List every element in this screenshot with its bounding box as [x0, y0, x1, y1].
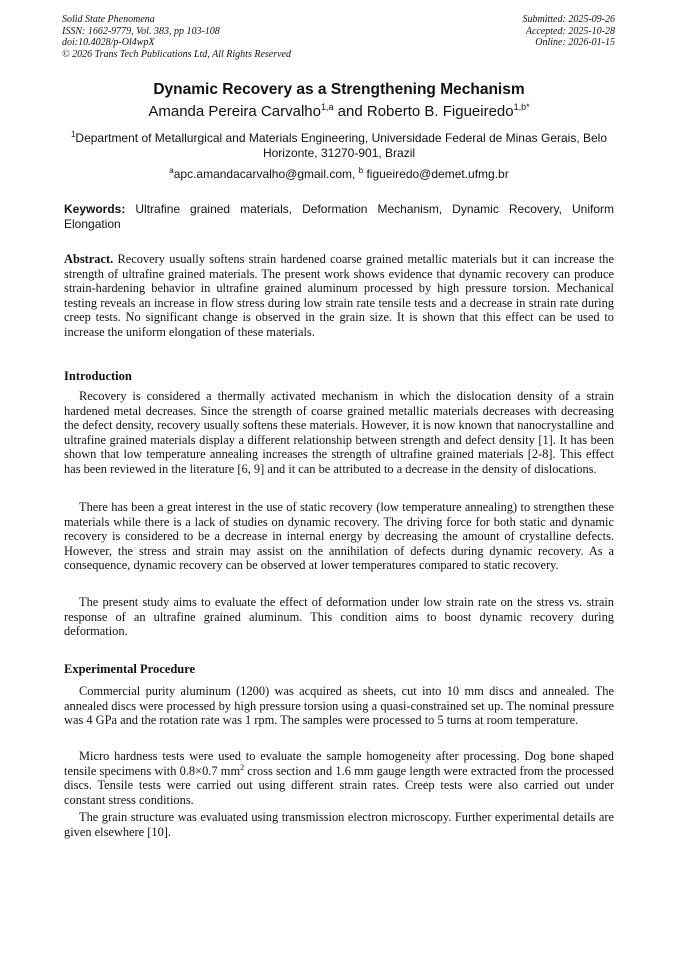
author-name: Roberto B. Figueiredo [366, 103, 514, 120]
author-line [0, 103, 678, 120]
keywords-text: Ultrafine grained materials, Deformation Mechanism, Dynamic Recovery, Uniform Elongation [64, 202, 614, 231]
affiliation [64, 131, 614, 161]
email-mark: b [358, 166, 364, 175]
author-emails [0, 167, 678, 181]
email-link[interactable]: apc.amandacarvalho@gmail.com, [173, 167, 359, 181]
accepted-date: Accepted: 2025-10-28 [525, 25, 615, 37]
abstract-label: Abstract. [64, 252, 114, 266]
submitted-date: Submitted: 2025-09-26 [522, 14, 615, 25]
body-paragraph: The present study aims to evaluate the effect of deformation under low strain rate on the stress vs. strain response of an ultrafine grained aluminum. This condition aims to boost dynamic recovery during deformation. [64, 595, 614, 639]
affiliation-mark: 1 [70, 130, 76, 139]
paragraph-text: Micro hardness tests were used to evaluate the sample homogeneity after processing. Dog bone shaped tensile specimens with 0.8×0.7 mm [64, 749, 614, 778]
paragraph-text: cross section and 1.6 mm gauge length were extracted from the processed discs. Tensile tests were carried out using different strain rates. Creep tests were also carried out under constant stress conditions. [64, 763, 614, 807]
keywords [64, 202, 614, 232]
journal-copyright: © 2026 Trans Tech Publications Ltd, All Rights Reserved [62, 48, 291, 60]
body-paragraph [64, 749, 614, 807]
author-name: Amanda Pereira Carvalho [148, 103, 321, 120]
journal-name: Solid State Phenomena [62, 14, 155, 25]
body-paragraph: Commercial purity aluminum (1200) was acquired as sheets, cut into 10 mm discs and annealed. The annealed discs were processed by high pressure torsion using a quasi-constrained set up. The nominal pressure was 4 GPa and the rotation rate was 1 rpm. The samples were processed to 5 turns at room temperature. [64, 684, 614, 728]
keywords-label: Keywords: [64, 202, 126, 216]
body-paragraph: The grain structure was evaluated using transmission electron microscopy. Further experimental details are given elsewhere [10]. [64, 810, 614, 839]
submission-dates [523, 14, 616, 49]
author-affiliation-mark: 1,a [320, 102, 334, 112]
body-paragraph: Recovery is considered a thermally activated mechanism in which the dislocation density of a strain hardened metal decreases. Since the strength of coarse grained metallic materials decreases with decreasing the defect density, recovery usually softens these materials. However, it is now known that nanocrystalline and ultrafine grained materials display a different relationship between strength and defect density [1]. It has been shown that low temperature annealing increases the strength of ultrafine grained materials [2-8]. This effect has been reviewed in the literature [6, 9] and it can be attributed to a decrease in the density of dislocations. [64, 389, 614, 476]
email-mark: a [169, 166, 174, 175]
body-paragraph: There has been a great interest in the use of static recovery (low temperature annealing) to strengthen these materials while there is a lack of studies on dynamic recovery. The driving force for both static and dynamic recovery is considered to be a decrease in internal energy by decreasing the amount of crystalline defects. However, the stress and strain may assist on the annihilation of defects during dynamic recovery. As a consequence, dynamic recovery can be observed at lower temperatures compared to static recovery. [64, 500, 614, 573]
abstract [64, 252, 614, 340]
section-heading: Experimental Procedure [64, 662, 196, 676]
author-joiner: and [333, 103, 367, 120]
journal-doi: doi:10.4028/p-Ol4wpX [62, 37, 155, 49]
abstract-text: Recovery usually softens strain hardened coarse grained metallic materials but it can increase the strength of ultrafine grained materials. The present work shows evidence that dynamic recovery can produce strain-hardening behavior in ultrafine grained aluminum processed by high pressure torsion. Mechanical testing reveals an increase in flow stress during low strain rate tensile tests and a decrease in strain rate during creep tests. No significant change is observed in the grain size. It is shown that this effect can be used to increase the uniform elongation of these materials. [64, 252, 614, 339]
unit-superscript: 2 [240, 762, 245, 772]
paper-title: Dynamic Recovery as a Strengthening Mechanism [153, 81, 525, 98]
journal-issn: ISSN: 1662-9779, Vol. 383, pp 103-108 [62, 25, 220, 37]
affiliation-text: Department of Metallurgical and Materials Engineering, Universidade Federal de Minas Gerais, Belo Horizonte, 31270-901, Brazil [75, 131, 608, 160]
email-link[interactable]: figueiredo@demet.ufmg.br [363, 167, 509, 181]
journal-info [62, 14, 291, 60]
online-date: Online: 2026-01-15 [535, 37, 615, 49]
author-affiliation-mark: 1,b* [513, 102, 530, 112]
section-heading: Introduction [64, 369, 132, 383]
